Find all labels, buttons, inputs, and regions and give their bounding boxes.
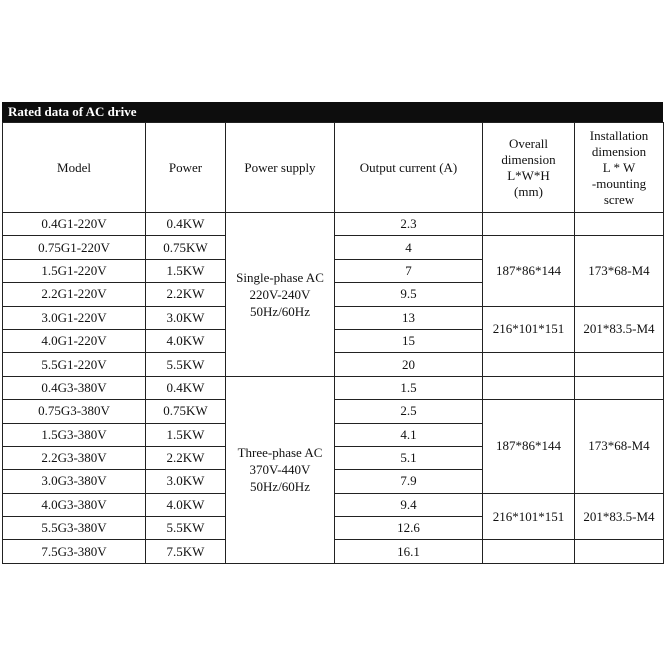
header-overall-dimension <box>483 123 575 213</box>
model-cell: 0.4G3-380V <box>3 376 146 399</box>
overall-dim-empty-cell <box>483 540 575 563</box>
model-cell: 2.2G1-220V <box>3 283 146 306</box>
install-dim-cell: 201*83.5-M4 <box>575 306 664 353</box>
rated-data-sheet <box>2 102 663 564</box>
model-cell: 0.4G1-220V <box>3 213 146 236</box>
model-cell: 0.75G3-380V <box>3 400 146 423</box>
model-cell: 5.5G1-220V <box>3 353 146 376</box>
header-installation-dimension <box>575 123 664 213</box>
power-cell: 3.0KW <box>146 306 226 329</box>
model-cell: 0.75G1-220V <box>3 236 146 259</box>
power-cell: 7.5KW <box>146 540 226 563</box>
power-cell: 4.0KW <box>146 493 226 516</box>
model-cell: 7.5G3-380V <box>3 540 146 563</box>
table-title: Rated data of AC drive <box>2 102 663 122</box>
header-power: Power <box>146 123 226 213</box>
header-line: (mm) <box>514 183 543 199</box>
table-row <box>3 213 664 236</box>
install-dim-empty-cell <box>575 353 664 376</box>
rated-data-table <box>2 122 664 564</box>
overall-dim-cell: 187*86*144 <box>483 236 575 306</box>
current-cell: 15 <box>335 329 483 352</box>
install-dim-empty-cell <box>575 540 664 563</box>
header-line: Installation <box>589 127 649 143</box>
power-cell: 2.2KW <box>146 283 226 306</box>
power-cell: 5.5KW <box>146 517 226 540</box>
power-cell: 5.5KW <box>146 353 226 376</box>
current-cell: 16.1 <box>335 540 483 563</box>
power-supply-cell <box>226 376 335 563</box>
current-cell: 9.4 <box>335 493 483 516</box>
model-cell: 2.2G3-380V <box>3 446 146 469</box>
supply-line: 220V-240V <box>249 286 311 302</box>
current-cell: 7 <box>335 259 483 282</box>
header-line: dimension <box>591 143 647 159</box>
install-dim-cell: 173*68-M4 <box>575 236 664 306</box>
overall-dim-empty-cell <box>483 353 575 376</box>
overall-dim-cell: 216*101*151 <box>483 306 575 353</box>
power-cell: 4.0KW <box>146 329 226 352</box>
install-dim-empty-cell <box>575 376 664 399</box>
current-cell: 2.5 <box>335 400 483 423</box>
header-power-supply: Power supply <box>226 123 335 213</box>
current-cell: 20 <box>335 353 483 376</box>
model-cell: 4.0G3-380V <box>3 493 146 516</box>
overall-dim-empty-cell <box>483 376 575 399</box>
table-row <box>3 376 664 399</box>
header-output-current: Output current (A) <box>335 123 483 213</box>
power-cell: 0.4KW <box>146 376 226 399</box>
model-cell: 3.0G3-380V <box>3 470 146 493</box>
current-cell: 12.6 <box>335 517 483 540</box>
header-line: L * W <box>602 159 636 175</box>
current-cell: 4.1 <box>335 423 483 446</box>
install-dim-cell: 201*83.5-M4 <box>575 493 664 540</box>
current-cell: 9.5 <box>335 283 483 306</box>
supply-line: Three-phase AC <box>237 445 323 461</box>
power-cell: 2.2KW <box>146 446 226 469</box>
overall-dim-cell: 216*101*151 <box>483 493 575 540</box>
power-cell: 1.5KW <box>146 259 226 282</box>
power-cell: 0.75KW <box>146 236 226 259</box>
current-cell: 5.1 <box>335 446 483 469</box>
power-cell: 0.4KW <box>146 213 226 236</box>
header-line: screw <box>603 191 635 207</box>
supply-line: 370V-440V <box>249 462 311 478</box>
header-line: dimension <box>501 151 556 167</box>
current-cell: 4 <box>335 236 483 259</box>
model-cell: 5.5G3-380V <box>3 517 146 540</box>
overall-dim-cell: 187*86*144 <box>483 400 575 494</box>
header-line: -mounting <box>591 175 647 191</box>
model-cell: 4.0G1-220V <box>3 329 146 352</box>
header-model: Model <box>3 123 146 213</box>
current-cell: 2.3 <box>335 213 483 236</box>
header-line: Overall <box>509 135 548 151</box>
current-cell: 1.5 <box>335 376 483 399</box>
power-cell: 1.5KW <box>146 423 226 446</box>
overall-dim-empty-cell <box>483 213 575 236</box>
model-cell: 1.5G3-380V <box>3 423 146 446</box>
install-dim-cell: 173*68-M4 <box>575 400 664 494</box>
header-row <box>3 123 664 213</box>
supply-line: 50Hz/60Hz <box>250 479 310 495</box>
supply-line: Single-phase AC <box>236 269 324 285</box>
install-dim-empty-cell <box>575 213 664 236</box>
supply-line: 50Hz/60Hz <box>250 303 310 319</box>
header-line: L*W*H <box>507 167 550 183</box>
power-supply-cell <box>226 213 335 377</box>
power-cell: 0.75KW <box>146 400 226 423</box>
model-cell: 3.0G1-220V <box>3 306 146 329</box>
current-cell: 7.9 <box>335 470 483 493</box>
model-cell: 1.5G1-220V <box>3 259 146 282</box>
power-cell: 3.0KW <box>146 470 226 493</box>
current-cell: 13 <box>335 306 483 329</box>
